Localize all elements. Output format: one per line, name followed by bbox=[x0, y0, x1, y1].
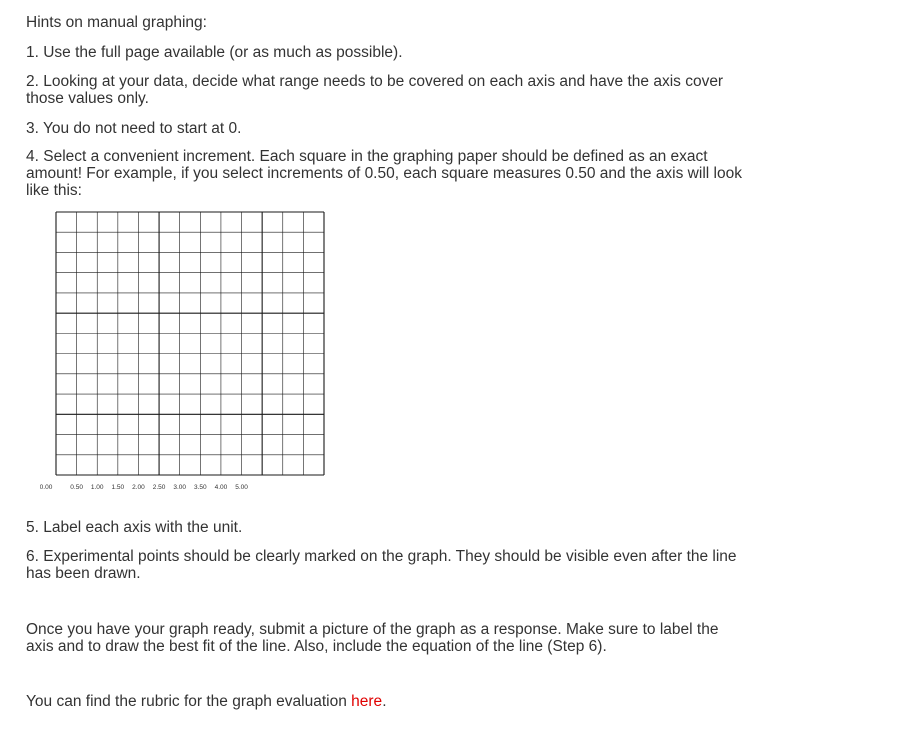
axis-tick-label: 3.50 bbox=[193, 484, 207, 491]
hint-4: 4. Select a convenient increment. Each square in the graphing paper should be defined as an exact amount! For example, if you select increments of 0.50, each square measures 0.50 and the axis will look like this: bbox=[26, 148, 742, 199]
rubric-suffix: . bbox=[382, 693, 387, 710]
axis-tick-label: 0.00 bbox=[40, 484, 53, 491]
axis-tick-label: 4.00 bbox=[214, 484, 228, 491]
hint-2: 2. Looking at your data, decide what range needs to be covered on each axis and have the axis cover those values only. bbox=[26, 73, 724, 107]
rubric-prefix: You can find the rubric for the graph evaluation bbox=[26, 693, 352, 710]
axis-tick-label: 2.00 bbox=[132, 484, 145, 491]
intro-text: Hints on manual graphing: bbox=[26, 14, 207, 31]
axis-tick-label: 0.50 bbox=[70, 484, 83, 491]
hint-6: 6. Experimental points should be clearly marked on the graph. They should be visible even after the line has been drawn. bbox=[26, 548, 737, 582]
hint-3: 3. You do not need to start at 0. bbox=[26, 120, 242, 137]
rubric-line bbox=[26, 693, 746, 710]
rubric-link[interactable]: here bbox=[351, 693, 383, 710]
submit-note: Once you have your graph ready, submit a picture of the graph as a response. Make sure to label the axis and to draw the best fit of the line. Also, include the equation of the line (Step 6). bbox=[26, 621, 719, 655]
axis-tick-label: 2.50 bbox=[152, 484, 166, 491]
graph-paper-example bbox=[40, 207, 340, 497]
axis-tick-label: 3.00 bbox=[173, 484, 187, 491]
axis-tick-label: 1.50 bbox=[111, 484, 125, 491]
axis-tick-label: 1.00 bbox=[90, 484, 104, 491]
axis-tick-label: 5.00 bbox=[235, 484, 248, 491]
graph-paper-svg bbox=[40, 207, 340, 497]
hint-1: 1. Use the full page available (or as much as possible). bbox=[26, 44, 403, 61]
hint-5: 5. Label each axis with the unit. bbox=[26, 519, 243, 536]
